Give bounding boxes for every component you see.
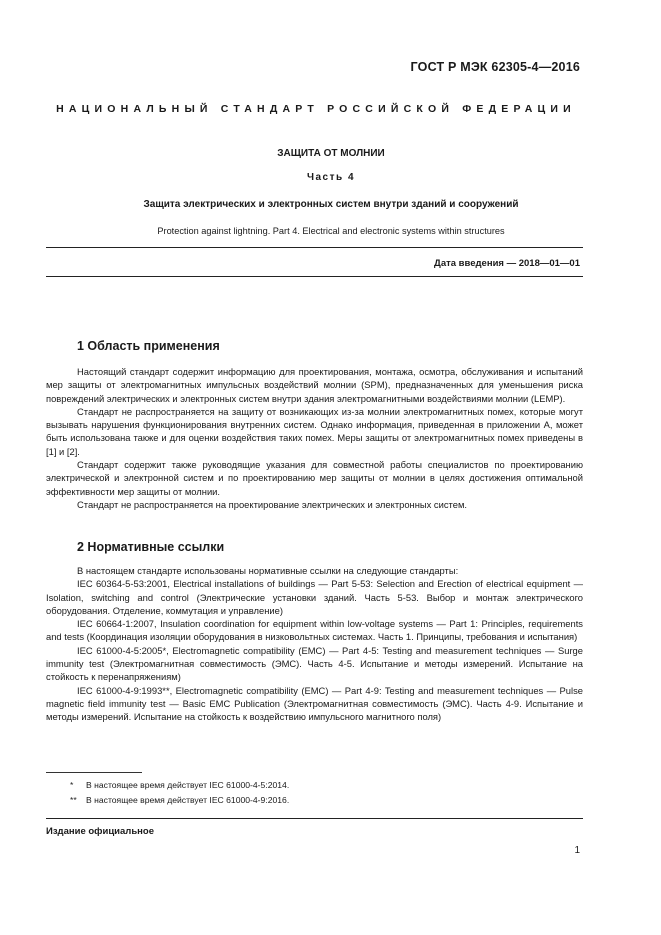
document-number: ГОСТ Р МЭК 62305-4—2016 — [410, 60, 580, 74]
document-part: Часть 4 — [306, 172, 356, 183]
footnote-text: В настоящее время действует IEC 61000-4-5:2014. — [86, 780, 290, 790]
section-2-paragraph: В настоящем стандарте использованы нормативные ссылки на следующие стандарты: — [77, 565, 459, 576]
page-number: 1 — [574, 845, 580, 856]
normative-reference: IEC 61000-4-9:1993**, Electromagnetic compatibility (EMC) — Part 4-9: Testing and measurement techniques — Pulse magnetic field immunity test — Basic EMC Publication (Электромагнитная совместимость (ЭМС). Часть 4-9. Испытание и методы измерений. Испытание на стойкость к воздействию импульсного магнитного поля) — [46, 684, 583, 723]
title-divider-bottom — [46, 276, 583, 277]
standard-type-heading: НАЦИОНАЛЬНЫЙ СТАНДАРТ РОССИЙСКОЙ ФЕДЕРАЦИИ — [56, 103, 576, 115]
edition-label: Издание официальное — [46, 826, 154, 837]
normative-reference: IEC 60664-1:2007, Insulation coordination for equipment within low-voltage systems — Part 1: Principles, requirements and tests (Координация изоляции оборудования в низковольтных системах. Часть 1. Принципы, требования и испытания) — [46, 618, 583, 643]
document-title: ЗАЩИТА ОТ МОЛНИИ — [277, 148, 385, 159]
footnote — [70, 780, 289, 790]
introduction-date: Дата введения — 2018—01—01 — [434, 258, 580, 269]
title-divider-top — [46, 247, 583, 248]
section-1-body — [46, 365, 583, 511]
footnote-separator — [46, 772, 142, 773]
section-2-heading: 2 Нормативные ссылки — [77, 540, 225, 554]
section-1-paragraph: Стандарт не распространяется на проектирование электрических и электронных систем. — [77, 498, 467, 510]
edition-divider — [46, 818, 583, 819]
normative-reference: IEC 60364-5-53:2001, Electrical installations of buildings — Part 5-53: Selection and Erection of electrical equipment — Isolation, switching and control (Электрические установки зданий. Часть 5-53. Выбор и монтаж электрического оборудования. Отделение, коммутация и управление) — [46, 578, 583, 616]
document-subtitle: Защита электрических и электронных систем внутри зданий и сооружений — [143, 199, 519, 210]
footnote — [70, 795, 289, 805]
section-1-paragraph: Стандарт не распространяется на защиту от возникающих из-за молнии электромагнитных помех, которые могут вызывать нарушения функционирования внутренних систем. Однако информация, приведенная в приложении А, может быть использована также и для оценки воздействия таких помех. Меры защиты от электромагнитных помех приведены в [1] и [2]. — [46, 405, 583, 457]
footnote-mark: * — [70, 780, 74, 790]
normative-reference: IEC 61000-4-5:2005*, Electromagnetic compatibility (EMC) — Part 4-5: Testing and measurement techniques — Surge immunity test (Электромагнитная совместимость (ЭМС). Часть 4-5. Испытание и методы измерений. Испытание на стойкость к перенапряжениям) — [46, 644, 583, 683]
section-1-paragraph: Настоящий стандарт содержит информацию для проектирования, монтажа, осмотра, обслуживания и испытаний мер защиты от электромагнитных импульсных воздействий молнии (SPM), предназначенных для уменьшения риска повреждений электрических и электронных систем внутри здания электромагнитными воздействиями молнии (LEMP). — [46, 366, 583, 404]
footnote-text: В настоящее время действует IEC 61000-4-9:2016. — [86, 795, 290, 805]
footnote-mark: ** — [70, 795, 77, 805]
section-1-heading: 1 Область применения — [77, 339, 220, 353]
english-title: Protection against lightning. Part 4. Electrical and electronic systems within structures — [157, 226, 505, 236]
section-1-paragraph: Стандарт содержит также руководящие указания для совместной работы специалистов по проектированию электрической и электронной систем и по проектированию мер защиты от молнии в целях достижения оптимальной эффективности мер защиты от молнии. — [46, 459, 583, 497]
section-2-body — [46, 564, 583, 724]
